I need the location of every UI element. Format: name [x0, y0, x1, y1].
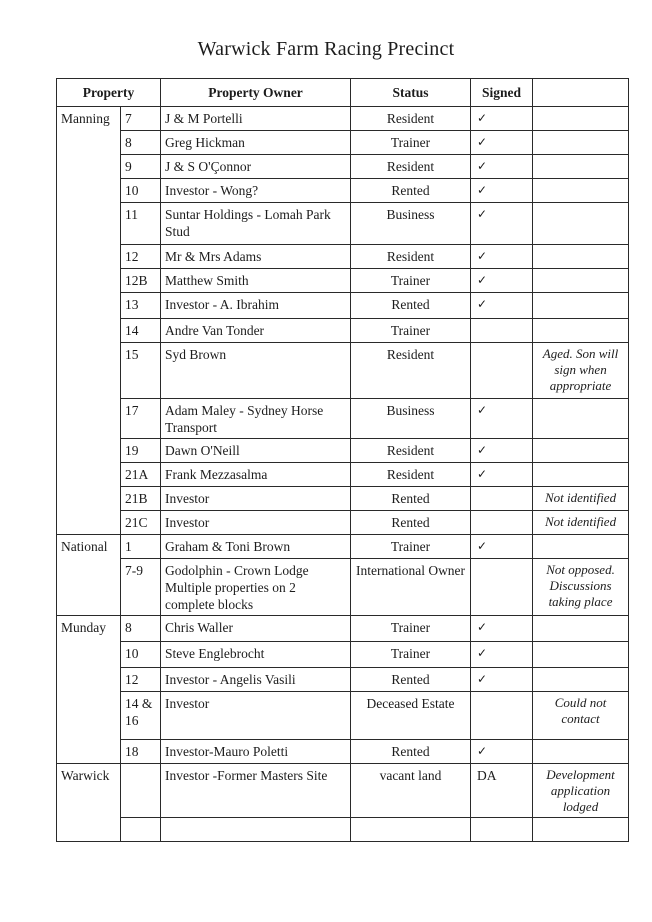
number-cell: 12	[121, 668, 161, 692]
street-cell	[57, 818, 121, 842]
street-cell	[57, 487, 121, 511]
owner-cell: Chris Waller	[161, 616, 351, 642]
notes-cell	[533, 463, 629, 487]
table-row	[57, 269, 629, 293]
table-row	[57, 818, 629, 842]
table-row	[57, 107, 629, 131]
signed-cell: ✓	[471, 155, 533, 179]
table-row	[57, 179, 629, 203]
notes-cell	[533, 293, 629, 319]
signed-cell: DA	[471, 764, 533, 818]
number-cell: 12	[121, 245, 161, 269]
notes-cell	[533, 155, 629, 179]
status-cell: Rented	[351, 293, 471, 319]
owner-cell: Andre Van Tonder	[161, 319, 351, 343]
street-cell	[57, 692, 121, 740]
street-cell	[57, 740, 121, 764]
status-cell: Resident	[351, 245, 471, 269]
table-row	[57, 245, 629, 269]
table-row	[57, 487, 629, 511]
header-property: Property	[57, 79, 161, 107]
table-row	[57, 692, 629, 740]
number-cell: 13	[121, 293, 161, 319]
signed-cell: ✓	[471, 245, 533, 269]
status-cell: International Owner	[351, 559, 471, 616]
street-cell: Warwick	[57, 764, 121, 818]
street-cell	[57, 203, 121, 245]
owner-cell: Investor	[161, 487, 351, 511]
signed-cell: ✓	[471, 740, 533, 764]
street-cell	[57, 293, 121, 319]
street-cell	[57, 511, 121, 535]
number-cell: 17	[121, 399, 161, 439]
owner-cell: Frank Mezzasalma	[161, 463, 351, 487]
notes-cell: Not identified	[533, 487, 629, 511]
owner-cell: Adam Maley - Sydney Horse Transport	[161, 399, 351, 439]
signed-cell: ✓	[471, 107, 533, 131]
signed-cell: ✓	[471, 399, 533, 439]
number-cell: 8	[121, 616, 161, 642]
owner-cell: Suntar Holdings - Lomah Park Stud	[161, 203, 351, 245]
street-cell	[57, 399, 121, 439]
number-cell	[121, 764, 161, 818]
table-row	[57, 155, 629, 179]
owner-cell: Mr & Mrs Adams	[161, 245, 351, 269]
status-cell: Business	[351, 203, 471, 245]
notes-cell	[533, 642, 629, 668]
table-row	[57, 463, 629, 487]
street-cell	[57, 155, 121, 179]
signed-cell	[471, 511, 533, 535]
status-cell: Resident	[351, 439, 471, 463]
owner-cell: Investor - Wong?	[161, 179, 351, 203]
signed-cell: ✓	[471, 179, 533, 203]
number-cell: 21A	[121, 463, 161, 487]
status-cell: Trainer	[351, 642, 471, 668]
number-cell: 10	[121, 179, 161, 203]
table-row	[57, 668, 629, 692]
notes-cell	[533, 269, 629, 293]
owner-cell	[161, 818, 351, 842]
signed-cell	[471, 559, 533, 616]
owner-cell: Graham & Toni Brown	[161, 535, 351, 559]
status-cell: Rented	[351, 740, 471, 764]
table-row	[57, 319, 629, 343]
signed-cell: ✓	[471, 616, 533, 642]
status-cell: Deceased Estate	[351, 692, 471, 740]
street-cell	[57, 179, 121, 203]
owner-cell: Matthew Smith	[161, 269, 351, 293]
status-cell: Rented	[351, 487, 471, 511]
notes-cell	[533, 245, 629, 269]
header-signed: Signed	[471, 79, 533, 107]
status-cell: Resident	[351, 107, 471, 131]
number-cell: 21C	[121, 511, 161, 535]
number-cell: 14	[121, 319, 161, 343]
status-cell: Trainer	[351, 616, 471, 642]
table-row	[57, 439, 629, 463]
street-cell: National	[57, 535, 121, 559]
street-cell	[57, 642, 121, 668]
signed-cell: ✓	[471, 668, 533, 692]
header-notes	[533, 79, 629, 107]
table-row	[57, 740, 629, 764]
status-cell: Resident	[351, 343, 471, 399]
owner-cell: Greg Hickman	[161, 131, 351, 155]
owner-cell: Investor -Former Masters Site	[161, 764, 351, 818]
table-row	[57, 642, 629, 668]
street-cell: Munday	[57, 616, 121, 642]
owner-cell: Dawn O'Neill	[161, 439, 351, 463]
signed-cell	[471, 818, 533, 842]
status-cell: Trainer	[351, 131, 471, 155]
owner-cell: Syd Brown	[161, 343, 351, 399]
owner-cell: J & M Portelli	[161, 107, 351, 131]
table-body	[57, 107, 629, 842]
owner-cell: Investor	[161, 511, 351, 535]
number-cell: 21B	[121, 487, 161, 511]
signed-cell: ✓	[471, 293, 533, 319]
street-cell	[57, 343, 121, 399]
owner-cell: Investor	[161, 692, 351, 740]
notes-cell	[533, 535, 629, 559]
number-cell: 12B	[121, 269, 161, 293]
notes-cell	[533, 668, 629, 692]
notes-cell: Could not contact	[533, 692, 629, 740]
street-cell	[57, 269, 121, 293]
street-cell: Manning	[57, 107, 121, 131]
table-row	[57, 511, 629, 535]
notes-cell	[533, 740, 629, 764]
table-row	[57, 203, 629, 245]
signed-cell: ✓	[471, 439, 533, 463]
notes-cell: Not identified	[533, 511, 629, 535]
status-cell: Trainer	[351, 269, 471, 293]
owner-cell: Steve Englebrocht	[161, 642, 351, 668]
owner-cell: Investor - A. Ibrahim	[161, 293, 351, 319]
notes-cell	[533, 203, 629, 245]
status-cell: Resident	[351, 463, 471, 487]
signed-cell: ✓	[471, 642, 533, 668]
status-cell: Resident	[351, 155, 471, 179]
notes-cell	[533, 439, 629, 463]
notes-cell	[533, 319, 629, 343]
table-row	[57, 131, 629, 155]
street-cell	[57, 668, 121, 692]
number-cell: 7-9	[121, 559, 161, 616]
street-cell	[57, 559, 121, 616]
signed-cell	[471, 487, 533, 511]
notes-cell: Aged. Son will sign when appropriate	[533, 343, 629, 399]
status-cell: Trainer	[351, 319, 471, 343]
signed-cell	[471, 692, 533, 740]
street-cell	[57, 245, 121, 269]
number-cell: 10	[121, 642, 161, 668]
table-row	[57, 293, 629, 319]
status-cell: Trainer	[351, 535, 471, 559]
signed-cell	[471, 343, 533, 399]
signed-cell	[471, 319, 533, 343]
street-cell	[57, 463, 121, 487]
number-cell: 1	[121, 535, 161, 559]
notes-cell	[533, 131, 629, 155]
number-cell: 18	[121, 740, 161, 764]
table-row	[57, 764, 629, 818]
signed-cell: ✓	[471, 131, 533, 155]
number-cell: 14 & 16	[121, 692, 161, 740]
notes-cell	[533, 179, 629, 203]
owner-cell: J & S O'Çonnor	[161, 155, 351, 179]
number-cell: 7	[121, 107, 161, 131]
status-cell: Rented	[351, 511, 471, 535]
notes-cell: Development application lodged	[533, 764, 629, 818]
owner-cell: Godolphin - Crown Lodge Multiple properties on 2 complete blocks	[161, 559, 351, 616]
table-row	[57, 559, 629, 616]
table-row	[57, 399, 629, 439]
number-cell: 11	[121, 203, 161, 245]
signed-cell: ✓	[471, 463, 533, 487]
owner-cell: Investor - Angelis Vasili	[161, 668, 351, 692]
owner-cell: Investor-Mauro Poletti	[161, 740, 351, 764]
status-cell: Rented	[351, 668, 471, 692]
notes-cell	[533, 616, 629, 642]
table-row	[57, 343, 629, 399]
signed-cell: ✓	[471, 203, 533, 245]
street-cell	[57, 131, 121, 155]
number-cell: 19	[121, 439, 161, 463]
status-cell	[351, 818, 471, 842]
signed-cell: ✓	[471, 535, 533, 559]
number-cell	[121, 818, 161, 842]
header-property-owner: Property Owner	[161, 79, 351, 107]
signed-cell: ✓	[471, 269, 533, 293]
table-row	[57, 616, 629, 642]
document-title: Warwick Farm Racing Precinct	[197, 38, 455, 60]
notes-cell	[533, 818, 629, 842]
notes-cell: Not opposed. Discussions taking place	[533, 559, 629, 616]
status-cell: vacant land	[351, 764, 471, 818]
status-cell: Business	[351, 399, 471, 439]
street-cell	[57, 439, 121, 463]
number-cell: 9	[121, 155, 161, 179]
table-row	[57, 535, 629, 559]
number-cell: 8	[121, 131, 161, 155]
property-table	[56, 78, 629, 842]
street-cell	[57, 319, 121, 343]
header-status: Status	[351, 79, 471, 107]
table-header-row	[57, 79, 629, 107]
notes-cell	[533, 107, 629, 131]
notes-cell	[533, 399, 629, 439]
status-cell: Rented	[351, 179, 471, 203]
number-cell: 15	[121, 343, 161, 399]
